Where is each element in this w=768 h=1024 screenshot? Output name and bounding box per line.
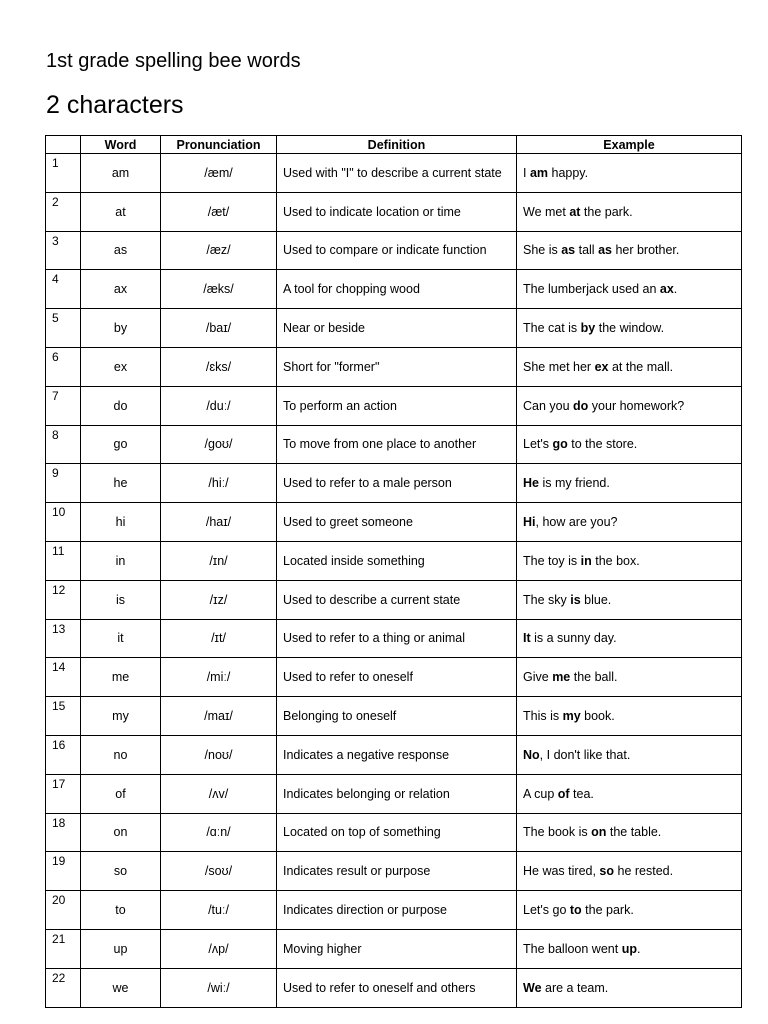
example-text: is my friend. xyxy=(538,476,610,491)
row-example xyxy=(517,192,742,231)
table-row xyxy=(46,425,742,464)
example-highlighted-word: It xyxy=(523,631,531,646)
table-row xyxy=(46,813,742,852)
row-word: to xyxy=(81,891,161,930)
example-text: The lumberjack used an xyxy=(523,282,660,297)
example-highlighted-word: in xyxy=(580,553,592,568)
table-row xyxy=(46,270,742,309)
table-row xyxy=(46,852,742,891)
row-example xyxy=(517,697,742,736)
row-word: ax xyxy=(81,270,161,309)
row-pronunciation: /ɪn/ xyxy=(161,541,277,580)
table-row xyxy=(46,968,742,1007)
header-definition: Definition xyxy=(277,136,517,154)
row-example xyxy=(517,891,742,930)
example-highlighted-word: so xyxy=(599,864,615,879)
row-pronunciation: /baɪ/ xyxy=(161,309,277,348)
row-definition: Used to greet someone xyxy=(277,503,517,542)
example-text: He was tired, xyxy=(523,864,600,879)
example-highlighted-word: am xyxy=(529,165,549,180)
example-text: tea. xyxy=(569,786,594,801)
row-definition: Used to indicate location or time xyxy=(277,192,517,231)
row-definition: Located inside something xyxy=(277,541,517,580)
row-number: 22 xyxy=(46,968,81,1007)
example-text: are a team. xyxy=(541,980,609,995)
row-pronunciation: /ʌv/ xyxy=(161,774,277,813)
example-text: She is xyxy=(523,243,562,258)
example-text: Let's xyxy=(523,437,553,452)
example-text: A cup xyxy=(523,786,558,801)
example-text: , I don't like that. xyxy=(539,747,631,762)
example-text: the window. xyxy=(595,321,665,336)
table-row xyxy=(46,464,742,503)
row-pronunciation: /maɪ/ xyxy=(161,697,277,736)
row-word: on xyxy=(81,813,161,852)
example-highlighted-word: is xyxy=(570,592,581,607)
row-word: by xyxy=(81,309,161,348)
row-definition: Used to refer to oneself and others xyxy=(277,968,517,1007)
example-text: the table. xyxy=(606,825,662,840)
row-definition: Near or beside xyxy=(277,309,517,348)
table-row xyxy=(46,929,742,968)
header-pronunciation: Pronunciation xyxy=(161,136,277,154)
row-pronunciation: /æm/ xyxy=(161,154,277,193)
row-pronunciation: /hiː/ xyxy=(161,464,277,503)
row-number: 17 xyxy=(46,774,81,813)
example-text: Can you xyxy=(523,398,574,413)
row-pronunciation: /ɪt/ xyxy=(161,619,277,658)
row-word: so xyxy=(81,852,161,891)
row-pronunciation: /noʊ/ xyxy=(161,735,277,774)
example-highlighted-word: Hi xyxy=(523,515,536,530)
table-body xyxy=(46,154,742,1008)
row-word: as xyxy=(81,231,161,270)
example-highlighted-word: by xyxy=(580,321,596,336)
example-highlighted-word: my xyxy=(562,709,581,724)
row-number: 11 xyxy=(46,541,81,580)
row-word: go xyxy=(81,425,161,464)
row-number: 1 xyxy=(46,154,81,193)
example-text: to the store. xyxy=(567,437,638,452)
row-pronunciation: /haɪ/ xyxy=(161,503,277,542)
example-text: your homework? xyxy=(588,398,685,413)
row-definition: Used to compare or indicate function xyxy=(277,231,517,270)
example-highlighted-word: on xyxy=(591,825,607,840)
example-text: happy. xyxy=(548,165,589,180)
example-text: tall xyxy=(575,243,599,258)
table-row xyxy=(46,658,742,697)
row-example xyxy=(517,735,742,774)
row-example xyxy=(517,774,742,813)
row-number: 20 xyxy=(46,891,81,930)
row-number: 15 xyxy=(46,697,81,736)
example-text: book. xyxy=(580,709,615,724)
example-highlighted-word: me xyxy=(552,670,571,685)
row-definition: Used with "I" to describe a current state xyxy=(277,154,517,193)
row-word: my xyxy=(81,697,161,736)
example-text: the ball. xyxy=(570,670,618,685)
row-definition: Indicates belonging or relation xyxy=(277,774,517,813)
example-text: blue. xyxy=(580,592,612,607)
example-highlighted-word: We xyxy=(523,980,542,995)
row-word: ex xyxy=(81,347,161,386)
table-row xyxy=(46,774,742,813)
row-definition: Used to refer to a male person xyxy=(277,464,517,503)
table-row xyxy=(46,541,742,580)
table-header-row xyxy=(46,136,742,154)
row-definition: Used to describe a current state xyxy=(277,580,517,619)
section-heading: 2 characters xyxy=(46,91,184,119)
example-text: the park. xyxy=(580,204,633,219)
table-row xyxy=(46,154,742,193)
spelling-words-table xyxy=(45,135,742,1008)
row-example xyxy=(517,309,742,348)
row-pronunciation: /duː/ xyxy=(161,386,277,425)
row-pronunciation: /ʌp/ xyxy=(161,929,277,968)
example-text: the park. xyxy=(581,903,634,918)
row-definition: Located on top of something xyxy=(277,813,517,852)
example-text: This is xyxy=(523,709,563,724)
row-example xyxy=(517,386,742,425)
row-example xyxy=(517,503,742,542)
row-definition: Indicates direction or purpose xyxy=(277,891,517,930)
row-example xyxy=(517,580,742,619)
table-row xyxy=(46,386,742,425)
example-text: Give xyxy=(523,670,553,685)
row-word: hi xyxy=(81,503,161,542)
row-example xyxy=(517,658,742,697)
row-definition: Indicates result or purpose xyxy=(277,852,517,891)
row-pronunciation: /goʊ/ xyxy=(161,425,277,464)
row-definition: Indicates a negative response xyxy=(277,735,517,774)
header-word: Word xyxy=(81,136,161,154)
row-example xyxy=(517,464,742,503)
row-number: 8 xyxy=(46,425,81,464)
example-text: her brother. xyxy=(611,243,680,258)
row-example xyxy=(517,852,742,891)
row-example xyxy=(517,813,742,852)
example-text: at the mall. xyxy=(608,359,674,374)
table-row xyxy=(46,503,742,542)
row-number: 4 xyxy=(46,270,81,309)
document-title: 1st grade spelling bee words xyxy=(46,50,301,72)
row-number: 7 xyxy=(46,386,81,425)
table-row xyxy=(46,735,742,774)
row-pronunciation: /ɑːn/ xyxy=(161,813,277,852)
table-row xyxy=(46,891,742,930)
row-definition: A tool for chopping wood xyxy=(277,270,517,309)
row-word: in xyxy=(81,541,161,580)
example-text: he rested. xyxy=(614,864,674,879)
row-definition: Moving higher xyxy=(277,929,517,968)
row-word: it xyxy=(81,619,161,658)
example-text: . xyxy=(673,282,678,297)
row-word: no xyxy=(81,735,161,774)
table-row xyxy=(46,580,742,619)
row-example xyxy=(517,270,742,309)
example-text: She met her xyxy=(523,359,595,374)
row-number: 21 xyxy=(46,929,81,968)
row-example xyxy=(517,425,742,464)
header-example: Example xyxy=(517,136,742,154)
example-text: The cat is xyxy=(523,321,581,336)
row-example xyxy=(517,541,742,580)
row-number: 19 xyxy=(46,852,81,891)
row-example xyxy=(517,968,742,1007)
table-row xyxy=(46,192,742,231)
row-number: 2 xyxy=(46,192,81,231)
row-pronunciation: /wiː/ xyxy=(161,968,277,1007)
row-pronunciation: /æz/ xyxy=(161,231,277,270)
header-number xyxy=(46,136,81,154)
row-word: up xyxy=(81,929,161,968)
row-pronunciation: /miː/ xyxy=(161,658,277,697)
row-pronunciation: /ɪz/ xyxy=(161,580,277,619)
row-word: is xyxy=(81,580,161,619)
row-number: 9 xyxy=(46,464,81,503)
example-text: , how are you? xyxy=(535,515,618,530)
example-text: I xyxy=(523,165,530,180)
row-number: 14 xyxy=(46,658,81,697)
row-example xyxy=(517,231,742,270)
table-row xyxy=(46,347,742,386)
example-text: is a sunny day. xyxy=(530,631,617,646)
row-pronunciation: /ɛks/ xyxy=(161,347,277,386)
example-text: The sky xyxy=(523,592,571,607)
row-word: am xyxy=(81,154,161,193)
row-example xyxy=(517,619,742,658)
example-highlighted-word: as xyxy=(598,243,612,258)
row-number: 16 xyxy=(46,735,81,774)
example-highlighted-word: ex xyxy=(594,359,609,374)
row-definition: Used to refer to a thing or animal xyxy=(277,619,517,658)
example-highlighted-word: go xyxy=(552,437,568,452)
row-word: do xyxy=(81,386,161,425)
row-number: 13 xyxy=(46,619,81,658)
row-pronunciation: /tuː/ xyxy=(161,891,277,930)
row-word: at xyxy=(81,192,161,231)
table-row xyxy=(46,231,742,270)
row-definition: To perform an action xyxy=(277,386,517,425)
row-example xyxy=(517,154,742,193)
row-definition: To move from one place to another xyxy=(277,425,517,464)
example-text: the box. xyxy=(591,553,640,568)
example-text: . xyxy=(636,941,641,956)
row-number: 3 xyxy=(46,231,81,270)
row-pronunciation: /æt/ xyxy=(161,192,277,231)
example-text: The book is xyxy=(523,825,592,840)
row-example xyxy=(517,347,742,386)
row-pronunciation: /æks/ xyxy=(161,270,277,309)
row-number: 12 xyxy=(46,580,81,619)
row-definition: Belonging to oneself xyxy=(277,697,517,736)
table-row xyxy=(46,619,742,658)
example-text: We met xyxy=(523,204,570,219)
example-text: Let's go xyxy=(523,903,570,918)
row-number: 6 xyxy=(46,347,81,386)
row-word: of xyxy=(81,774,161,813)
row-number: 5 xyxy=(46,309,81,348)
example-highlighted-word: at xyxy=(569,204,581,219)
example-highlighted-word: ax xyxy=(659,282,674,297)
example-highlighted-word: to xyxy=(569,903,582,918)
example-highlighted-word: No xyxy=(523,747,540,762)
example-text: The toy is xyxy=(523,553,581,568)
table-row xyxy=(46,697,742,736)
row-definition: Short for "former" xyxy=(277,347,517,386)
example-highlighted-word: of xyxy=(557,786,570,801)
row-number: 18 xyxy=(46,813,81,852)
row-example xyxy=(517,929,742,968)
row-definition: Used to refer to oneself xyxy=(277,658,517,697)
row-word: he xyxy=(81,464,161,503)
row-word: me xyxy=(81,658,161,697)
row-word: we xyxy=(81,968,161,1007)
row-pronunciation: /soʊ/ xyxy=(161,852,277,891)
row-number: 10 xyxy=(46,503,81,542)
example-highlighted-word: as xyxy=(561,243,576,258)
example-highlighted-word: He xyxy=(523,476,539,491)
table-row xyxy=(46,309,742,348)
example-highlighted-word: up xyxy=(621,941,637,956)
example-highlighted-word: do xyxy=(573,398,589,413)
example-text: The balloon went xyxy=(523,941,622,956)
